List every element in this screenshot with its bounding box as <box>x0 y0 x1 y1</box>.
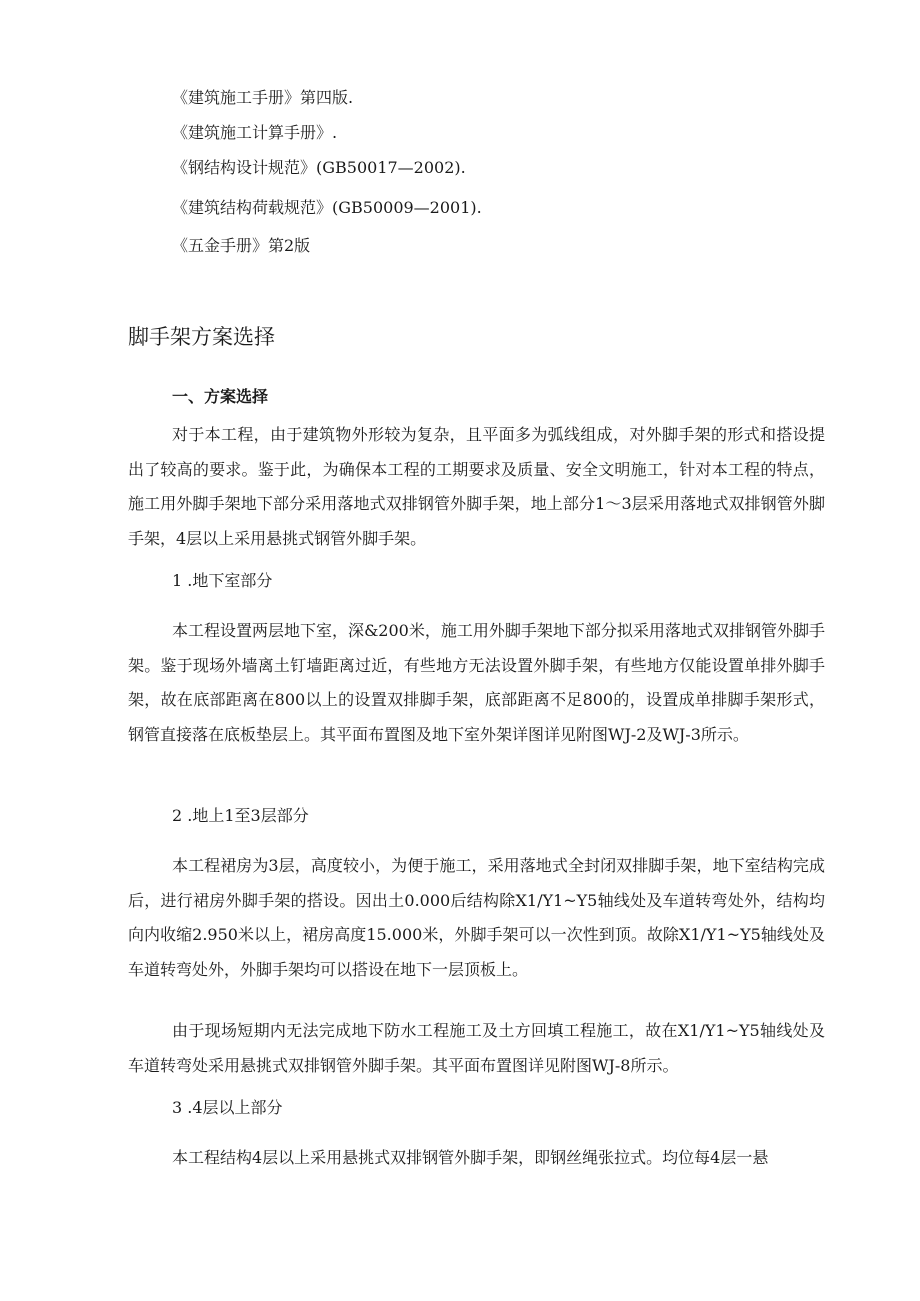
reference-line: 《建筑结构荷载规范》(GB50009—2001). <box>172 198 482 217</box>
body-paragraph: 本工程设置两层地下室，深&200米，施工用外脚手架地下部分拟采用落地式双排钢管外脚手架。鉴于现场外墙离土钉墙距离过近，有些地方无法设置外脚手架，有些地方仅能设置单排外脚手架，故在底部距离在800以上的设置双排脚手架，底部距离不足800的，设置成单排脚手架形式，钢管直接落在底板垫层上。其平面布置图及地下室外架详图详见附图WJ-2及WJ-3所示。 <box>128 621 825 744</box>
item-heading: 3 .4层以上部分 <box>172 1098 283 1117</box>
item-heading: 1 .地下室部分 <box>172 571 273 590</box>
body-paragraph: 由于现场短期内无法完成地下防水工程施工及土方回填工程施工，故在X1/Y1~Y5轴线处及车道转弯处采用悬挑式双排钢管外脚手架。其平面布置图详见附图WJ-8所示。 <box>128 1021 825 1075</box>
reference-line: 《建筑施工计算手册》. <box>172 123 338 142</box>
body-paragraph: 本工程结构4层以上采用悬挑式双排钢管外脚手架，即钢丝绳张拉式。均位每4层一悬 <box>172 1148 769 1167</box>
intro-paragraph: 对于本工程，由于建筑物外形较为复杂，且平面多为弧线组成，对外脚手架的形式和搭设提出了较高的要求。鉴于此，为确保本工程的工期要求及质量、安全文明施工，针对本工程的特点，施工用外脚手架地下部分采用落地式双排钢管外脚手架，地上部分1～3层采用落地式双排钢管外脚手架，4层以上采用悬挑式钢管外脚手架。 <box>128 425 825 548</box>
reference-line: 《钢结构设计规范》(GB50017—2002). <box>172 158 466 177</box>
subsection-title: 一、方案选择 <box>172 387 269 406</box>
reference-line: 《建筑施工手册》第四版. <box>172 88 354 107</box>
reference-line: 《五金手册》第2版 <box>172 236 311 255</box>
item-heading: 2 .地上1至3层部分 <box>172 806 309 825</box>
section-title: 脚手架方案选择 <box>128 325 275 349</box>
body-paragraph: 本工程裙房为3层，高度较小，为便于施工，采用落地式全封闭双排脚手架，地下室结构完成后，进行裙房外脚手架的搭设。因出土0.000后结构除X1/Y1~Y5轴线处及车道转弯处外，结构均向内收缩2.950米以上，裙房高度15.000米，外脚手架可以一次性到顶。故除X1/Y1~Y5轴线处及车道转弯处外，外脚手架均可以搭设在地下一层顶板上。 <box>128 856 825 979</box>
